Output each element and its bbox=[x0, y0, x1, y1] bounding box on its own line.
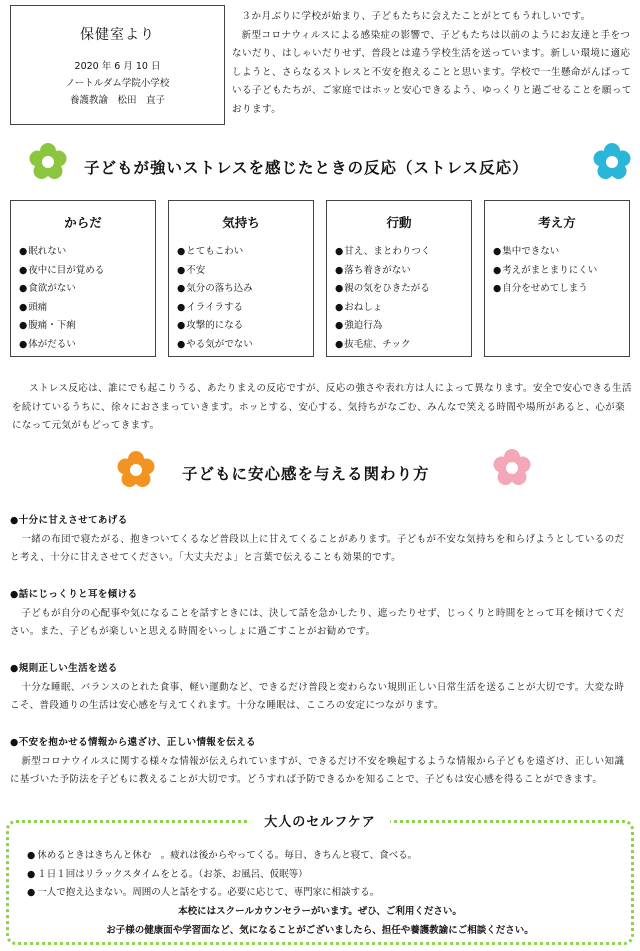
tip-item bbox=[10, 660, 632, 716]
selfcare-list bbox=[27, 847, 417, 903]
card-title: 考え方 bbox=[538, 215, 576, 230]
tip-item bbox=[10, 586, 632, 642]
list-item: ● イライラする bbox=[177, 299, 305, 318]
card-title: からだ bbox=[64, 215, 102, 230]
list-item: ● 不安 bbox=[177, 262, 305, 281]
stress-reaction-cards bbox=[10, 200, 630, 357]
tip-heading: ● 規則正しい生活を送る bbox=[10, 660, 632, 679]
tip-item bbox=[10, 512, 632, 568]
tip-body: 新型コロナウイルスに関する様々な情報が伝えられていますが、できるだけ不安を喚起するような情報から子どもを遠ざけ、正しい知識に基づいた予防法を子どもに教えることが大切です。どうすれば予防できるかを知ることで、子どもは安心感を得ることができます。 bbox=[10, 755, 625, 785]
issue-date: 2020 年 6 月 10 日 bbox=[74, 61, 161, 72]
card-thinking bbox=[484, 200, 630, 357]
counselor-note: 本校にはスクールカウンセラーがいます。ぜひ、ご利用ください。 bbox=[178, 906, 462, 917]
header-meta bbox=[11, 58, 224, 109]
tip-body: 十分な睡眠、バランスのとれた食事、軽い運動など、できるだけ普段と変わらない規則正しい日常生活を送ることが大切です。大変な時こそ、普段通りの生活は安心感を与えてくれます。十分な睡眠は、こころの安定につながります。 bbox=[10, 681, 625, 711]
header-box bbox=[10, 5, 225, 125]
list-item: ● 抜毛症、チック bbox=[335, 336, 463, 355]
list-item: ● 夜中に目が覚める bbox=[19, 262, 147, 281]
card-feelings bbox=[168, 200, 314, 357]
tip-heading: ● 十分に甘えさせてあげる bbox=[10, 512, 632, 531]
green-flower-icon bbox=[28, 142, 68, 182]
tip-body: 子どもが自分の心配事や気になることを話すときには、決して話を急かしたり、遮ったりせず、じっくりと時間をとって耳を傾けてください。また、子どもが楽しいと思える時間をいっしょに過ごすことがお勧めです。 bbox=[10, 607, 625, 637]
list-item: ● おねしょ bbox=[335, 299, 463, 318]
selfcare-title: 大人のセルフケア bbox=[250, 811, 390, 830]
list-item: ● 頭痛 bbox=[19, 299, 147, 318]
school-name: ノートルダム学院小学校 bbox=[65, 78, 170, 89]
summary-paragraph: ストレス反応は、誰にでも起こりうる、あたりまえの反応ですが、反応の強さや表れ方は人によって異なります。安全で安心できる生活を続けているうちに、徐々におさまっていきます。ホッとする、安心する、気持ちがなごむ、みんなで笑える時間や場所があると、心が楽になって元気がもどってきます。 bbox=[12, 383, 632, 431]
card-title: 気持ち bbox=[222, 215, 260, 230]
tip-body: 一緒の布団で寝たがる、抱きついてくるなど普段以上に甘えてくることがあります。子どもが不安な気持ちを和らげようとしているのだと考え、十分に甘えさせてください。「大丈夫だよ」と言葉で伝えることも効果的です。 bbox=[10, 533, 625, 563]
tip-heading: ● 話にじっくりと耳を傾ける bbox=[10, 586, 632, 605]
list-item: ● 親の気をひきたがる bbox=[335, 280, 463, 299]
tip-item bbox=[10, 734, 632, 790]
list-item: ● とてもこわい bbox=[177, 243, 305, 262]
care-section-title: 子どもに安心感を与える関わり方 bbox=[182, 465, 430, 483]
orange-flower-icon bbox=[116, 450, 156, 490]
tip-heading: ● 不安を抱かせる情報から遠ざけ、正しい情報を伝える bbox=[10, 734, 632, 753]
page-title: 保健室より bbox=[80, 27, 155, 43]
intro-text bbox=[232, 8, 632, 119]
list-item: ● 一人で抱え込まない。周囲の人と話をする。必要に応じて、専門家に相談する。 bbox=[27, 884, 417, 903]
list-item: ● 攻撃的になる bbox=[177, 317, 305, 336]
stress-summary bbox=[12, 380, 632, 436]
list-item: ● １日１回はリラックスタイムをとる。（お茶、お風呂、仮眠等） bbox=[27, 866, 417, 885]
pink-flower-icon bbox=[492, 448, 532, 488]
list-item: ● 体がだるい bbox=[19, 336, 147, 355]
list-item: ● 休めるときはきちんと休む 。疲れは後からやってくる。毎日、きちんと寝て、食べる。 bbox=[27, 847, 417, 866]
intro-paragraph: ３か月ぶりに学校が始まり、子どもたちに会えたことがとてもうれしいです。 bbox=[241, 11, 591, 22]
teacher-name: 養護教諭 松田 直子 bbox=[69, 95, 165, 106]
list-item: ● やる気がでない bbox=[177, 336, 305, 355]
card-title: 行動 bbox=[386, 215, 412, 230]
intro-paragraph: 新型コロナウィルスによる感染症の影響で、子どもたちは以前のようにお友達と手をつないだり、はしゃいだりせず、普段とは違う学校生活を送っています。新しい環境に適応しようと、さらなるストレスと不安を抱えることと思います。学校で一生懸命がんばっている子どもたちが、ご家庭ではホッと安心できるよう、ゆっくりと過ごせることを願っております。 bbox=[232, 29, 632, 115]
list-item: ● 考えがまとまりにくい bbox=[493, 262, 621, 281]
list-item: ● 眠れない bbox=[19, 243, 147, 262]
list-item: ● 食欲がない bbox=[19, 280, 147, 299]
blue-flower-icon bbox=[592, 142, 632, 182]
list-item: ● 自分をせめてしまう bbox=[493, 280, 621, 299]
list-item: ● 強迫行為 bbox=[335, 317, 463, 336]
list-item: ● 甘え、まとわりつく bbox=[335, 243, 463, 262]
list-item: ● 集中できない bbox=[493, 243, 621, 262]
consult-note: お子様の健康面や学習面など、気になることがございましたら、担任や養護教諭にご相談ください。 bbox=[106, 925, 534, 936]
card-body bbox=[10, 200, 156, 357]
stress-section-title: 子どもが強いストレスを感じたときの反応（ストレス反応） bbox=[84, 159, 529, 177]
card-behavior bbox=[326, 200, 472, 357]
list-item: ● 落ち着きがない bbox=[335, 262, 463, 281]
list-item: ● 腹痛・下痢 bbox=[19, 317, 147, 336]
selfcare-box bbox=[6, 815, 634, 945]
list-item: ● 気分の落ち込み bbox=[177, 280, 305, 299]
